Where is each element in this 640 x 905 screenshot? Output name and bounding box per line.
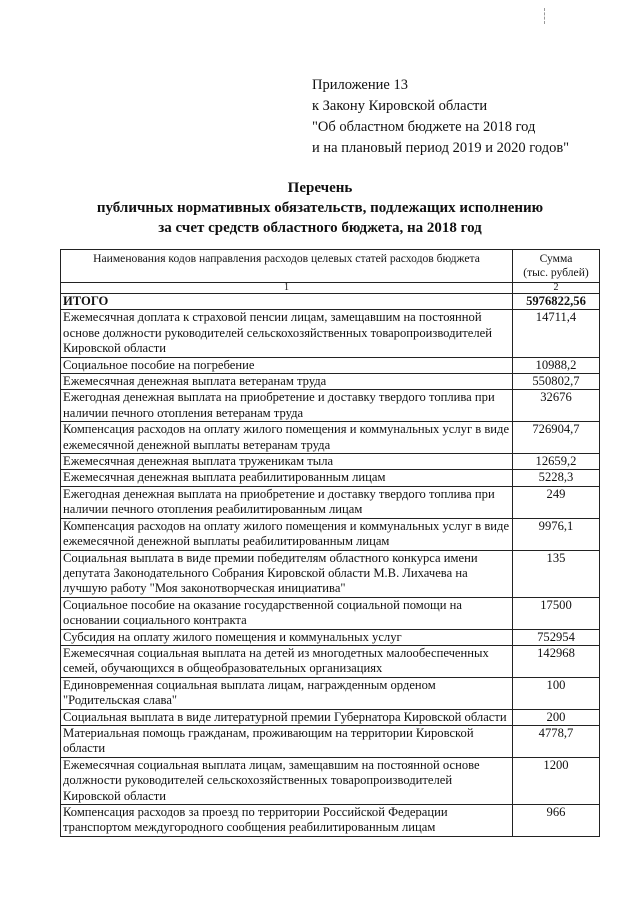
table-row <box>61 757 600 804</box>
row-amount: 249 <box>513 486 600 518</box>
table-row <box>61 645 600 677</box>
row-name: Субсидия на оплату жилого помещения и коммунальных услуг <box>61 629 513 645</box>
row-amount: 17500 <box>513 597 600 629</box>
row-amount: 100 <box>513 677 600 709</box>
table-row <box>61 550 600 597</box>
table-row <box>61 470 600 486</box>
table-header-row <box>61 250 600 283</box>
title-line-1: Перечень <box>287 180 353 196</box>
row-name: Компенсация расходов на оплату жилого помещения и коммунальных услуг в виде ежемесячной денежной выплаты реабилитированным лицам <box>61 518 513 550</box>
row-name: Ежемесячная денежная выплата ветеранам труда <box>61 374 513 390</box>
row-amount: 32676 <box>513 390 600 422</box>
row-amount: 550802,7 <box>513 374 600 390</box>
row-name: Компенсация расходов на оплату жилого помещения и коммунальных услуг в виде ежемесячной денежной выплаты ветеранам труда <box>61 422 513 454</box>
row-amount: 14711,4 <box>513 310 600 357</box>
table-row <box>61 725 600 757</box>
header-amount-cell <box>513 250 600 283</box>
table-row <box>61 454 600 470</box>
total-value: 5976822,56 <box>513 294 600 310</box>
row-amount: 726904,7 <box>513 422 600 454</box>
table-row <box>61 310 600 357</box>
title-line-2: публичных нормативных обязательств, подлежащих исполнению <box>96 200 544 216</box>
row-amount: 142968 <box>513 645 600 677</box>
column-number-1: 1 <box>61 283 513 294</box>
appendix-line-4: и на плановый период 2019 и 2020 годов" <box>312 140 570 156</box>
obligations-table-body <box>61 250 600 837</box>
appendix-line-2: к Закону Кировской области <box>312 98 488 114</box>
row-amount: 1200 <box>513 757 600 804</box>
row-amount: 752954 <box>513 629 600 645</box>
row-name: Материальная помощь гражданам, проживающим на территории Кировской области <box>61 725 513 757</box>
table-row <box>61 357 600 373</box>
column-number-row <box>61 283 600 294</box>
row-amount: 9976,1 <box>513 518 600 550</box>
row-amount: 4778,7 <box>513 725 600 757</box>
table-row <box>61 709 600 725</box>
row-amount: 12659,2 <box>513 454 600 470</box>
row-name: Ежемесячная доплата к страховой пенсии лицам, замещавшим на постоянной основе должности руководителей сельскохозяйственных товаропроизводителей Кировской области <box>61 310 513 357</box>
table-row <box>61 390 600 422</box>
row-name: Социальная выплата в виде литературной премии Губернатора Кировской области <box>61 709 513 725</box>
table-row <box>61 677 600 709</box>
row-amount: 135 <box>513 550 600 597</box>
table-row <box>61 486 600 518</box>
row-amount: 200 <box>513 709 600 725</box>
row-name: Ежегодная денежная выплата на приобретение и доставку твердого топлива при наличии печного отопления ветеранам труда <box>61 390 513 422</box>
row-name: Единовременная социальная выплата лицам, награжденным орденом "Родительская слава" <box>61 677 513 709</box>
obligations-table <box>60 249 600 837</box>
document-title <box>0 178 640 238</box>
row-amount: 10988,2 <box>513 357 600 373</box>
appendix-line-1: Приложение 13 <box>312 77 408 93</box>
table-row <box>61 422 600 454</box>
row-name: Социальная выплата в виде премии победителям областного конкурса имени депутата Законодательного Собрания Кировской области М.В. Лихачева на лучшую работу "Моя законотворческая инициатива" <box>61 550 513 597</box>
total-label: ИТОГО <box>61 294 513 310</box>
row-name: Ежемесячная денежная выплата реабилитированным лицам <box>61 470 513 486</box>
header-amount-line-1: Сумма <box>539 252 573 265</box>
scan-mark <box>544 8 546 24</box>
header-amount-line-2: (тыс. рублей) <box>523 266 589 279</box>
table-row <box>61 629 600 645</box>
row-amount: 966 <box>513 805 600 837</box>
table-row <box>61 518 600 550</box>
header-name-cell: Наименования кодов направления расходов целевых статей расходов бюджета <box>61 250 513 283</box>
table-row <box>61 597 600 629</box>
row-name: Социальное пособие на погребение <box>61 357 513 373</box>
row-amount: 5228,3 <box>513 470 600 486</box>
row-name: Социальное пособие на оказание государственной социальной помощи на основании социального контракта <box>61 597 513 629</box>
appendix-reference <box>312 75 569 159</box>
row-name: Ежемесячная социальная выплата лицам, замещавшим на постоянной основе должности руководителей сельскохозяйственных товаропроизводителей Кировской области <box>61 757 513 804</box>
total-row <box>61 294 600 310</box>
column-number-2: 2 <box>513 283 600 294</box>
appendix-line-3: "Об областном бюджете на 2018 год <box>312 119 536 135</box>
row-name: Ежемесячная денежная выплата труженикам тыла <box>61 454 513 470</box>
title-line-3: за счет средств областного бюджета, на 2018 год <box>158 220 482 236</box>
row-name: Ежемесячная социальная выплата на детей из многодетных малообеспеченных семей, обучающихся в общеобразовательных организациях <box>61 645 513 677</box>
table-row <box>61 805 600 837</box>
table-row <box>61 374 600 390</box>
row-name: Ежегодная денежная выплата на приобретение и доставку твердого топлива при наличии печного отопления реабилитированным лицам <box>61 486 513 518</box>
row-name: Компенсация расходов за проезд по территории Российской Федерации транспортом междугородного сообщения реабилитированным лицам <box>61 805 513 837</box>
